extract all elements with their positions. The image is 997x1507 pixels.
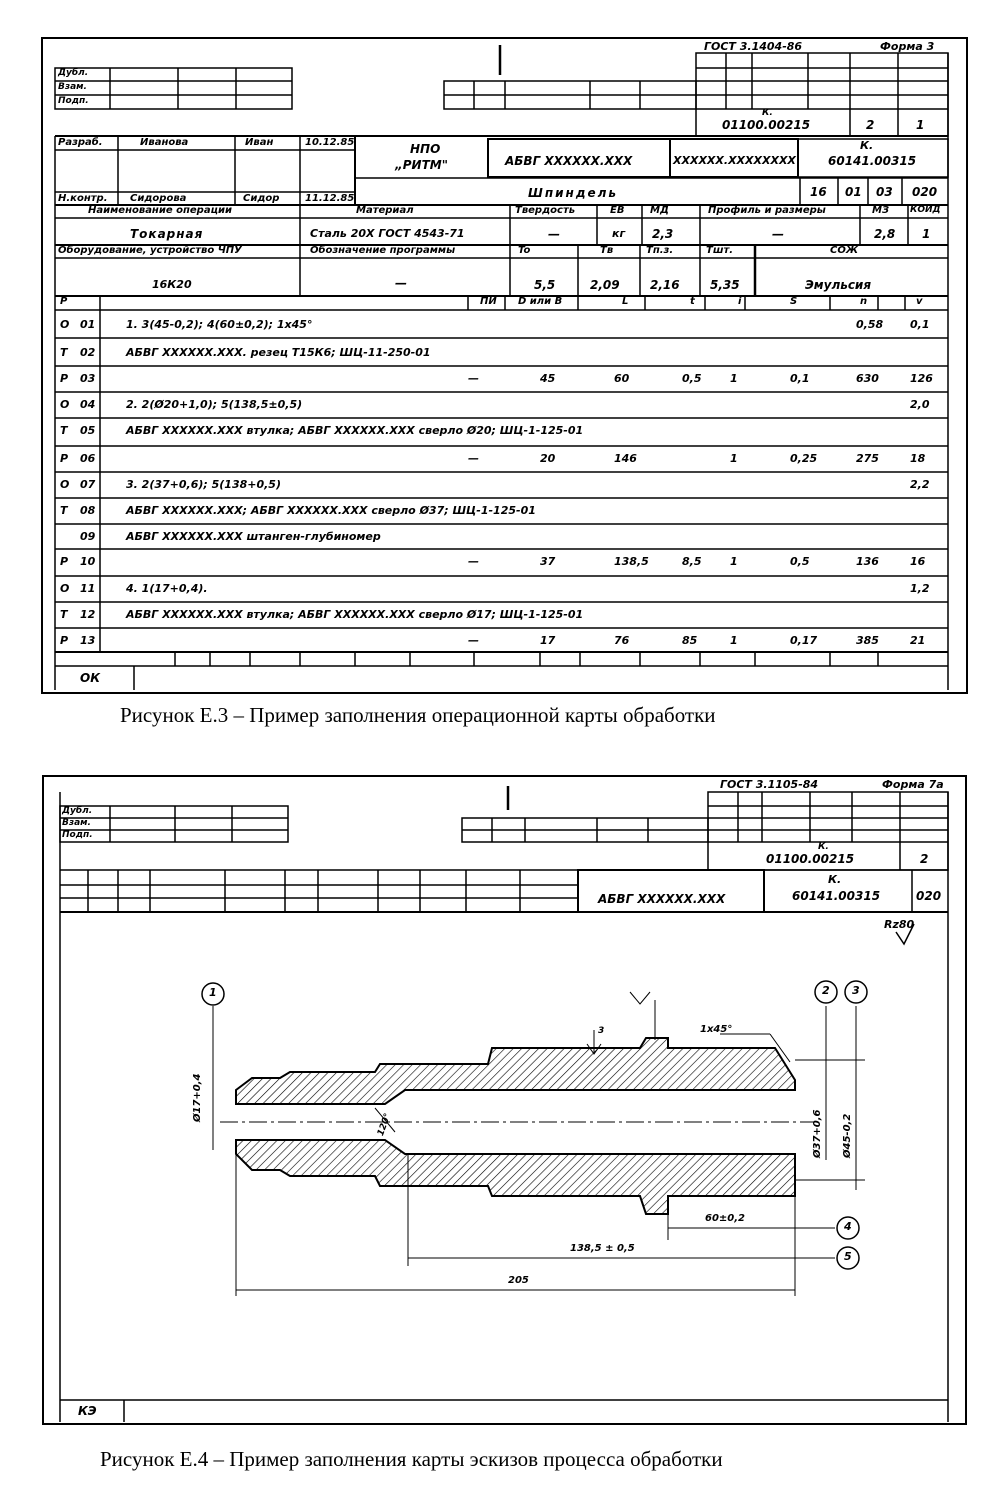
row-number: 07 bbox=[80, 478, 96, 491]
dim-205: 205 bbox=[508, 1275, 529, 1286]
row-pi: — bbox=[468, 372, 479, 385]
row-n: 630 bbox=[856, 372, 879, 385]
row-s: 0,1 bbox=[790, 372, 810, 385]
row-pi: — bbox=[468, 555, 479, 568]
row-text: АБВГ XXXXXX.XXX втулка; АБВГ XXXXXX.XXX сверло Ø17; ШЦ-1-125-01 bbox=[126, 608, 584, 621]
row-number: 04 bbox=[80, 398, 96, 411]
row-l: 146 bbox=[614, 452, 637, 465]
row-v: 2,0 bbox=[910, 398, 930, 411]
col-l: L bbox=[622, 296, 629, 307]
header-md: МД bbox=[650, 205, 669, 216]
profile-value: — bbox=[772, 227, 784, 241]
program-value: — bbox=[395, 276, 407, 290]
doc-code-2: 01100.00215 bbox=[766, 852, 855, 866]
hardness-value: — bbox=[548, 227, 560, 241]
sheet-number-2: 2 bbox=[920, 852, 929, 866]
col-p: Р bbox=[60, 296, 68, 307]
razrab-date: 10.12.85 bbox=[305, 137, 355, 148]
row-number: 06 bbox=[80, 452, 96, 465]
row-v: 126 bbox=[910, 372, 933, 385]
row-number: 03 bbox=[80, 372, 96, 385]
operation-name: Токарная bbox=[130, 227, 204, 241]
code-3: 03 bbox=[876, 185, 893, 199]
row-s: 0,17 bbox=[790, 634, 818, 647]
row-text: АБВГ XXXXXX.XXX; АБВГ XXXXXX.XXX сверло Ø37; ШЦ-1-125-01 bbox=[126, 504, 536, 517]
row-d: 37 bbox=[540, 555, 556, 568]
chamfer-label: 1х45° bbox=[700, 1024, 733, 1035]
razrab-signature: Иван bbox=[245, 137, 274, 148]
sheets-count: 1 bbox=[916, 118, 925, 132]
dim-d45: Ø45-0,2 bbox=[842, 1113, 853, 1158]
roughness-label: Rz80 bbox=[884, 918, 915, 931]
header-koid: КОИД bbox=[910, 205, 941, 215]
row-code: Т bbox=[60, 424, 68, 437]
designation-2: XXXXXX.XXXXXXXX bbox=[673, 154, 796, 167]
dim-d37: Ø37+0,6 bbox=[812, 1109, 823, 1158]
dubl-label: Дубл. bbox=[58, 68, 89, 78]
footer-code: ОК bbox=[80, 671, 101, 685]
code-2: 01 bbox=[845, 185, 862, 199]
col-s: S bbox=[790, 296, 798, 307]
podp-label-2: Подп. bbox=[62, 830, 93, 840]
header-hardness: Твердость bbox=[515, 205, 576, 216]
ev-value: кг bbox=[612, 227, 626, 240]
row-code: Р bbox=[60, 555, 69, 568]
header-tpz: Тп.з. bbox=[646, 245, 674, 256]
kontr-date: 11.12.85 bbox=[305, 193, 355, 204]
gost-label-2: ГОСТ 3.1105-84 bbox=[720, 778, 819, 791]
marker-2: 2 bbox=[822, 984, 830, 997]
row-l: 76 bbox=[614, 634, 630, 647]
org-line-2: „РИТМ" bbox=[395, 158, 448, 172]
header-program: Обозначение программы bbox=[310, 245, 456, 256]
row-v: 1,2 bbox=[910, 582, 930, 595]
row-code: О bbox=[60, 398, 70, 411]
row-text: АБВГ XXXXXX.XXX штанген-глубиномер bbox=[126, 530, 381, 543]
row-code: Р bbox=[60, 372, 69, 385]
doc-code: 01100.00215 bbox=[722, 118, 811, 132]
row-t: 85 bbox=[682, 634, 698, 647]
dim-d17: Ø17+0,4 bbox=[192, 1073, 203, 1122]
row-v: 21 bbox=[910, 634, 926, 647]
row-number: 05 bbox=[80, 424, 96, 437]
row-number: 09 bbox=[80, 530, 96, 543]
header-tv: Тв bbox=[600, 245, 614, 256]
marker-4: 4 bbox=[844, 1220, 852, 1233]
col-n: n bbox=[860, 296, 868, 307]
marker-3: 3 bbox=[852, 984, 860, 997]
k-top-2: К. bbox=[828, 873, 842, 886]
dim-60: 60±0,2 bbox=[705, 1213, 746, 1224]
podp-label: Подп. bbox=[58, 96, 89, 106]
row-t: 8,5 bbox=[682, 555, 702, 568]
caption-2: Рисунок Е.4 – Пример заполнения карты эскизов процесса обработки bbox=[100, 1447, 723, 1471]
code-4: 020 bbox=[912, 185, 938, 199]
row-v: 2,2 bbox=[910, 478, 930, 491]
row-i: 1 bbox=[730, 634, 738, 647]
code-1: 16 bbox=[810, 185, 827, 199]
row-v: 18 bbox=[910, 452, 926, 465]
row-text: 2. 2(Ø20+1,0); 5(138,5±0,5) bbox=[126, 398, 303, 411]
sheet-number: 2 bbox=[866, 118, 875, 132]
footer-code-2: КЭ bbox=[78, 1404, 97, 1418]
k-code: 60141.00315 bbox=[828, 154, 917, 168]
razrab-name: Иванова bbox=[140, 137, 189, 148]
row-pi: — bbox=[468, 634, 479, 647]
op-number: 020 bbox=[916, 889, 942, 903]
header-tsht: Тшт. bbox=[706, 245, 734, 256]
dubl-label-2: Дубл. bbox=[62, 806, 93, 816]
row-s: 0,5 bbox=[790, 555, 810, 568]
header-mz: МЗ bbox=[872, 205, 890, 216]
header-operation: Наименование операции bbox=[88, 205, 233, 216]
mz-value: 2,8 bbox=[874, 227, 896, 241]
md-value: 2,3 bbox=[652, 227, 674, 241]
dim-138: 138,5 ± 0,5 bbox=[570, 1243, 635, 1254]
row-v: 16 bbox=[910, 555, 926, 568]
doc-code-top-2: К. bbox=[818, 842, 829, 852]
row-t: 0,5 bbox=[682, 372, 702, 385]
soj-value: Эмульсия bbox=[805, 278, 872, 292]
row-pi: — bbox=[468, 452, 479, 465]
row-n: 275 bbox=[856, 452, 879, 465]
row-d: 17 bbox=[540, 634, 556, 647]
row-text: 1. 3(45-0,2); 4(60±0,2); 1х45° bbox=[126, 318, 313, 331]
kontr-name: Сидорова bbox=[130, 193, 187, 204]
header-equipment: Оборудование, устройство ЧПУ bbox=[58, 245, 242, 256]
row-i: 1 bbox=[730, 555, 738, 568]
row-v: 0,1 bbox=[910, 318, 930, 331]
row-code: Т bbox=[60, 608, 68, 621]
header-to: To bbox=[518, 245, 531, 256]
row-text: 3. 2(37+0,6); 5(138+0,5) bbox=[126, 478, 281, 491]
tpz-value: 2,16 bbox=[650, 278, 680, 292]
col-i: i bbox=[738, 296, 742, 307]
row-number: 12 bbox=[80, 608, 96, 621]
row-code: О bbox=[60, 478, 70, 491]
row-code: О bbox=[60, 318, 70, 331]
row-code: Р bbox=[60, 634, 69, 647]
row-l: 138,5 bbox=[614, 555, 649, 568]
row-s: 0,25 bbox=[790, 452, 818, 465]
org-line-1: НПО bbox=[410, 142, 441, 156]
roughness-3-label: 3 bbox=[598, 1026, 605, 1036]
row-code: О bbox=[60, 582, 70, 595]
kontr-label: Н.контр. bbox=[58, 193, 108, 204]
row-number: 02 bbox=[80, 346, 96, 359]
tv-value: 2,09 bbox=[590, 278, 620, 292]
row-code: Т bbox=[60, 504, 68, 517]
designation: АБВГ XXXXXX.XXX bbox=[505, 154, 633, 168]
razrab-label: Разраб. bbox=[58, 137, 103, 148]
gost-label: ГОСТ 3.1404-86 bbox=[704, 40, 803, 53]
header-material: Материал bbox=[356, 205, 414, 216]
header-profile: Профиль и размеры bbox=[708, 205, 826, 216]
to-value: 5,5 bbox=[534, 278, 556, 292]
col-d: D или В bbox=[518, 296, 563, 307]
row-d: 45 bbox=[540, 372, 556, 385]
marker-1: 1 bbox=[209, 986, 217, 999]
row-n: 136 bbox=[856, 555, 879, 568]
row-d: 20 bbox=[540, 452, 556, 465]
row-number: 01 bbox=[80, 318, 96, 331]
col-v: v bbox=[916, 296, 923, 307]
tsht-value: 5,35 bbox=[710, 278, 740, 292]
col-t: t bbox=[690, 296, 695, 307]
row-number: 13 bbox=[80, 634, 96, 647]
row-number: 11 bbox=[80, 582, 96, 595]
kontr-signature: Сидор bbox=[243, 193, 280, 204]
k-top: К. bbox=[860, 139, 874, 152]
row-i: 1 bbox=[730, 452, 738, 465]
row-text: АБВГ XXXXXX.XXX. резец Т15К6; ШЦ-11-250-01 bbox=[126, 346, 431, 359]
k-code-2: 60141.00315 bbox=[792, 889, 881, 903]
row-code: Р bbox=[60, 452, 69, 465]
row-i: 1 bbox=[730, 372, 738, 385]
equipment-value: 16К20 bbox=[152, 278, 192, 291]
designation-2-card: АБВГ XXXXXX.XXX bbox=[598, 892, 726, 906]
marker-5: 5 bbox=[844, 1250, 852, 1263]
material-value: Сталь 20Х ГОСТ 4543-71 bbox=[310, 227, 465, 240]
col-pi: ПИ bbox=[480, 296, 497, 307]
vzam-label: Взам. bbox=[58, 82, 87, 92]
row-l: 60 bbox=[614, 372, 630, 385]
header-ev: ЕВ bbox=[610, 205, 625, 216]
part-name: Шпиндель bbox=[528, 186, 619, 200]
caption-1: Рисунок Е.3 – Пример заполнения операционной карты обработки bbox=[120, 703, 716, 727]
row-n: 0,58 bbox=[856, 318, 884, 331]
koid-value: 1 bbox=[922, 227, 931, 241]
form-label: Форма 3 bbox=[880, 40, 935, 53]
form-label-2: Форма 7а bbox=[882, 778, 944, 791]
header-soj: СОЖ bbox=[830, 245, 859, 256]
row-number: 10 bbox=[80, 555, 96, 568]
doc-code-top: К. bbox=[762, 108, 773, 118]
dim-120: 120° bbox=[376, 1112, 394, 1138]
row-code: Т bbox=[60, 346, 68, 359]
row-number: 08 bbox=[80, 504, 96, 517]
row-text: АБВГ XXXXXX.XXX втулка; АБВГ XXXXXX.XXX сверло Ø20; ШЦ-1-125-01 bbox=[126, 424, 584, 437]
vzam-label-2: Взам. bbox=[62, 818, 91, 828]
row-n: 385 bbox=[856, 634, 879, 647]
row-text: 4. 1(17+0,4). bbox=[126, 582, 208, 595]
